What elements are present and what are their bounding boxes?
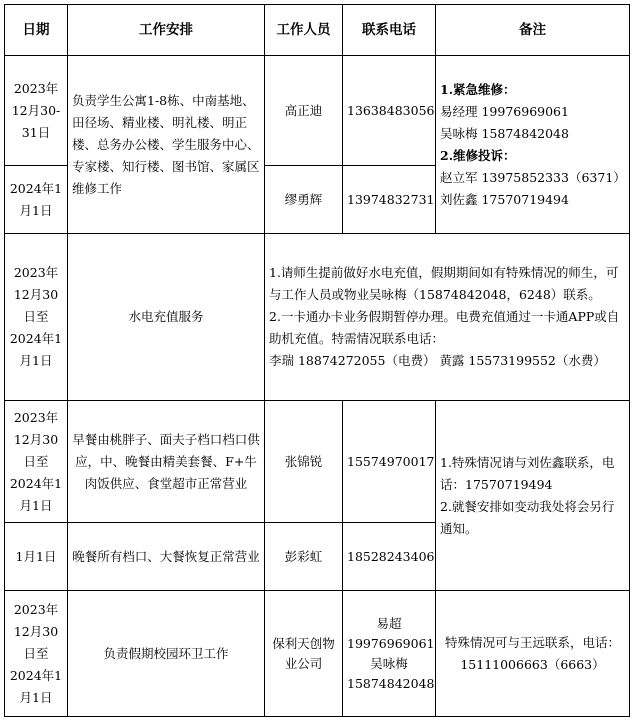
work-cell: 负责学生公寓1-8栋、中南基地、田径场、精业楼、明礼楼、明正楼、总务办公楼、学生服务中心、专家楼、知行楼、图书馆、家属区维修工作	[68, 56, 265, 234]
header-work: 工作安排	[68, 5, 265, 56]
header-date: 日期	[5, 5, 68, 56]
contact-phone: 19976969061	[347, 635, 435, 651]
schedule-table-wrapper	[4, 4, 630, 717]
header-row	[5, 5, 630, 56]
phone-cell: 15574970017	[343, 401, 436, 523]
date-cell: 2023年12月30日至2024年1月1日	[5, 401, 68, 523]
table-row	[5, 591, 630, 717]
table-row	[5, 56, 630, 166]
header-staff: 工作人员	[265, 5, 343, 56]
notes-cell	[436, 56, 630, 234]
staff-cell: 彭彩虹	[265, 523, 343, 591]
header-phone: 联系电话	[343, 5, 436, 56]
date-cell: 1月1日	[5, 523, 68, 591]
staff-cell: 高正迪	[265, 56, 343, 166]
staff-cell: 张锦锐	[265, 401, 343, 523]
date-cell: 2024年1月1日	[5, 166, 68, 234]
work-cell	[68, 401, 265, 523]
work-text: 早餐由桃胖子、面夫子档口档口供应，中、晚餐由精美套餐、F+牛肉饭供应、食堂超市正常营业	[72, 431, 260, 491]
phone-cell	[343, 591, 436, 717]
staff-cell: 缪勇辉	[265, 166, 343, 234]
notes-cell	[436, 591, 630, 717]
note-line: 易经理 19976969061	[440, 103, 569, 119]
note-paragraph: 1.特殊情况请与刘佐鑫联系，电话：17570719494	[440, 454, 615, 492]
contact-name: 吴咏梅	[370, 655, 408, 671]
contact-phone: 15874842048	[347, 675, 435, 691]
work-cell: 水电充值服务	[68, 234, 265, 401]
work-text: 晚餐所有档口、大餐恢复正常营业	[72, 548, 260, 564]
note-heading: 1.紧急维修：	[440, 81, 516, 97]
date-cell: 2023年12月30日至2024年1月1日	[5, 591, 68, 717]
contact-name: 易超	[376, 615, 402, 631]
table-row	[5, 401, 630, 523]
note-line: 赵立军 13975852333（6371）	[440, 169, 626, 185]
date-cell: 2023年12月30日至2024年1月1日	[5, 234, 68, 401]
note-paragraph: 1.请师生提前做好水电充值，假期期间如有特殊情况的师生，可与工作人员或物业吴咏梅（15874842048，6248）联系。	[269, 265, 619, 302]
header-notes: 备注	[436, 5, 630, 56]
note-paragraph: 2.一卡通办卡业务假期暂停办理。电费充值通过一卡通APP或自助机充值。特需情况联系电话：	[269, 309, 620, 346]
note-line: 吴咏梅 15874842048	[440, 125, 569, 141]
work-cell: 负责假期校园环卫工作	[68, 591, 265, 717]
note-paragraph: 李瑞 18874272055（电费） 黄露 15573199552（水费）	[269, 353, 606, 368]
note-paragraph: 特殊情况可与王远联系，电话：15111006663（6663）	[444, 634, 620, 672]
note-heading: 2.维修投诉：	[440, 147, 516, 163]
date-cell: 2023年12月30-31日	[5, 56, 68, 166]
notes-cell	[265, 234, 630, 401]
phone-cell: 13974832731	[343, 166, 436, 234]
staff-cell: 保利天创物业公司	[265, 591, 343, 717]
holiday-schedule-table	[4, 4, 630, 717]
phone-cell: 13638483056	[343, 56, 436, 166]
table-row	[5, 234, 630, 401]
note-paragraph: 2.就餐安排如变动我处将会另行通知。	[440, 498, 615, 536]
notes-cell	[436, 401, 630, 591]
note-line: 刘佐鑫 17570719494	[440, 191, 569, 207]
work-cell	[68, 523, 265, 591]
phone-cell: 18528243406	[343, 523, 436, 591]
